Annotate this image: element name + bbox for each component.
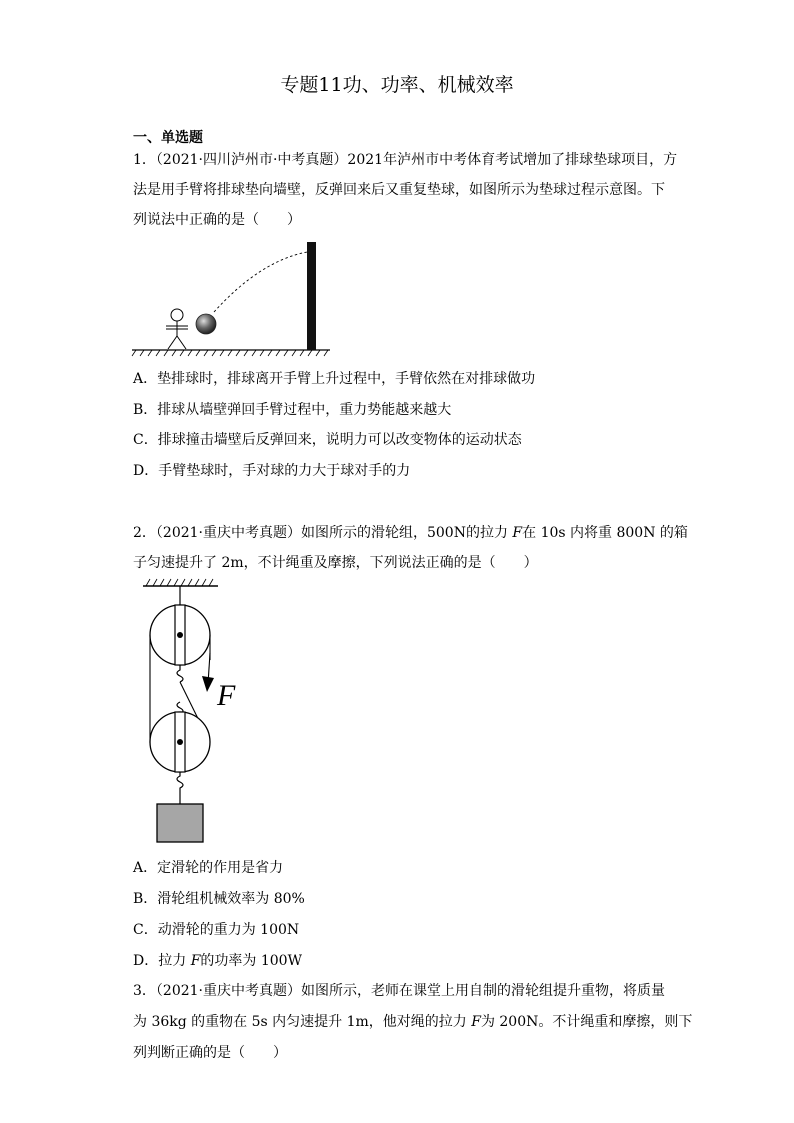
q1-stem-line-2: 法是用手臂将排球垫向墙壁，反弹回来后又重复垫球，如图所示为垫球过程示意图。下 [133, 182, 665, 198]
q2-option-c[interactable]: C．动滑轮的重力为 100N [133, 922, 300, 938]
page-title: 专题11功、功率、机械效率 [280, 74, 514, 96]
q1-option-d[interactable]: D．手臂垫球时，手对球的力大于球对手的力 [133, 463, 411, 479]
q2-stem-part-1: 2．（2021·重庆中考真题）如图所示的滑轮组，500N的拉力 [133, 525, 513, 541]
force-symbol: F [471, 1014, 481, 1030]
hook [177, 665, 183, 682]
player-figure [166, 309, 188, 349]
ceiling-support [143, 579, 218, 605]
ground-hatch [132, 350, 330, 356]
q3-stem-line-2 [133, 1012, 692, 1032]
q2-option-d-part-2: 的功率为 100W [200, 953, 302, 969]
weight-box [157, 804, 203, 842]
fixed-pulley [150, 605, 210, 665]
q2-pulley-figure [138, 578, 268, 846]
q2-stem-part-2: 在 10s 内将重 800N 的箱 [522, 525, 688, 541]
q1-option-a[interactable]: A．垫排球时，排球离开手臂上升过程中，手臂依然在对排球做功 [133, 371, 536, 387]
force-label: F [217, 679, 236, 712]
force-arrow [202, 676, 214, 692]
q2-option-d-part-1: D．拉力 [133, 953, 191, 969]
q3-stem-part-2: 为 200N。不计绳重和摩擦，则下 [480, 1014, 693, 1030]
q1-volleyball-figure [130, 236, 340, 358]
moving-pulley [150, 712, 210, 772]
q3-stem-line-1: 3．（2021·重庆中考真题）如图所示，老师在课堂上用自制的滑轮组提升重物，将质量 [133, 983, 665, 999]
q2-stem-line-2: 子匀速提升了 2m，不计绳重及摩擦，下列说法正确的是（ ） [133, 555, 538, 571]
hook [177, 772, 183, 804]
q1-stem-line-3: 列说法中正确的是（ ） [133, 212, 301, 228]
force-symbol: F [512, 525, 523, 541]
force-symbol: F [190, 953, 201, 969]
q2-option-b[interactable]: B．滑轮组机械效率为 80% [133, 891, 305, 907]
q2-option-d[interactable] [133, 950, 302, 970]
q2-option-a[interactable]: A．定滑轮的作用是省力 [133, 860, 284, 876]
q1-stem-line-1: 1．（2021·四川泸州市·中考真题）2021年泸州市中考体育考试增加了排球垫球项目，方 [133, 152, 678, 168]
volleyball [196, 314, 216, 334]
q3-stem-part-1: 为 36kg 的重物在 5s 内匀速提升 1m，他对绳的拉力 [133, 1014, 472, 1030]
q3-stem-line-3: 列判断正确的是（ ） [133, 1045, 287, 1061]
wall [307, 242, 316, 350]
q1-option-c[interactable]: C．排球撞击墙壁后反弹回来，说明力可以改变物体的运动状态 [133, 432, 522, 448]
ball-trajectory [214, 252, 307, 312]
q1-option-b[interactable]: B．排球从墙壁弹回手臂过程中，重力势能越来越大 [133, 402, 452, 418]
q2-stem-line-1 [133, 523, 688, 543]
section-heading: 一、单选题 [133, 130, 203, 146]
